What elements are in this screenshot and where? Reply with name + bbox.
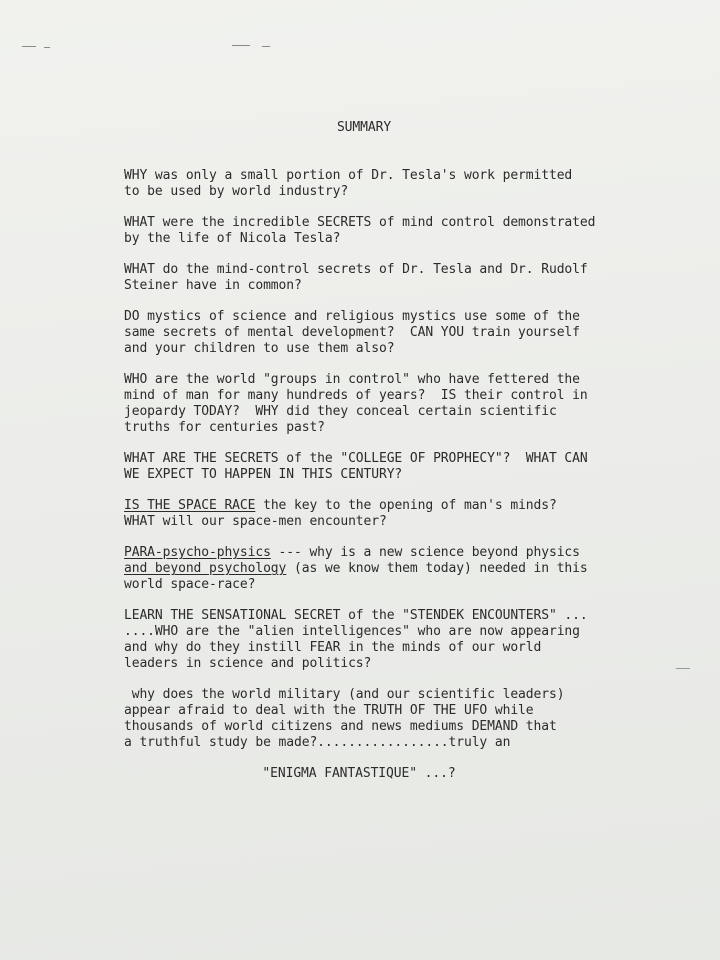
underlined-text: IS THE SPACE RACE — [124, 498, 256, 513]
text-line — [124, 404, 594, 420]
text-line — [124, 262, 594, 278]
text-segment: appear afraid to deal with the TRUTH OF THE UFO while — [124, 703, 534, 718]
text-line — [124, 231, 594, 247]
text-line — [124, 577, 594, 593]
summary-paragraph — [124, 545, 594, 593]
text-line — [124, 325, 594, 341]
text-line — [124, 372, 594, 388]
summary-paragraphs — [124, 168, 594, 751]
text-line — [124, 640, 594, 656]
text-line — [124, 467, 594, 483]
text-segment: truths for centuries past? — [124, 420, 325, 435]
text-segment: the key to the opening of man's minds? — [255, 498, 557, 513]
text-line — [124, 687, 594, 703]
margin-mark — [676, 668, 690, 669]
text-line — [124, 719, 594, 735]
summary-paragraph — [124, 608, 594, 672]
text-segment: and your children to use them also? — [124, 341, 395, 356]
underlined-text: PARA-psycho-physics — [124, 545, 271, 560]
text-line — [124, 278, 594, 294]
text-line — [124, 309, 594, 325]
text-line — [124, 735, 594, 751]
text-line — [124, 608, 594, 624]
text-segment: a truthful study be made?.................truly an — [124, 735, 511, 750]
text-line — [124, 420, 594, 436]
summary-paragraph — [124, 215, 594, 247]
text-segment: WHAT do the mind-control secrets of Dr. Tesla and Dr. Rudolf — [124, 262, 588, 277]
text-segment: thousands of world citizens and news mediums DEMAND that — [124, 719, 557, 734]
text-segment: leaders in science and politics? — [124, 656, 372, 671]
text-line — [124, 215, 594, 231]
text-segment: world space-race? — [124, 577, 256, 592]
text-segment: WHAT were the incredible SECRETS of mind control demonstrated — [124, 215, 596, 230]
text-segment: to be used by world industry? — [124, 184, 349, 199]
text-line — [124, 341, 594, 357]
summary-document — [124, 120, 594, 782]
text-line — [124, 498, 594, 514]
text-segment: ....WHO are the "alien intelligences" who are now appearing — [124, 624, 580, 639]
text-segment: --- why is a new science beyond physics — [270, 545, 580, 560]
text-segment: LEARN THE SENSATIONAL SECRET of the "STENDEK ENCOUNTERS" ... — [124, 608, 588, 623]
summary-paragraph — [124, 168, 594, 200]
closing-line: "ENIGMA FANTASTIQUE" ...? — [262, 766, 456, 781]
text-line — [124, 514, 594, 530]
text-segment: DO mystics of science and religious mystics use some of the — [124, 309, 580, 324]
text-segment: jeopardy TODAY? WHY did they conceal certain scientific — [124, 404, 557, 419]
text-line — [124, 184, 594, 200]
text-segment: WE EXPECT TO HAPPEN IN THIS CENTURY? — [124, 467, 403, 482]
summary-paragraph — [124, 262, 594, 294]
text-segment: Steiner have in common? — [124, 278, 302, 293]
text-segment: and why do they instill FEAR in the minds of our world — [124, 640, 542, 655]
text-segment: (as we know them today) needed in this — [286, 561, 588, 576]
summary-paragraph — [124, 687, 594, 751]
text-segment: why does the world military (and our scientific leaders) — [124, 687, 565, 702]
text-line — [124, 388, 594, 404]
paper-specks — [0, 40, 300, 54]
text-line — [124, 656, 594, 672]
text-line — [124, 451, 594, 467]
text-line — [124, 168, 594, 184]
text-segment: same secrets of mental development? CAN YOU train yourself — [124, 325, 580, 340]
text-segment: WHO are the world "groups in control" who have fettered the — [124, 372, 580, 387]
text-segment: mind of man for many hundreds of years? IS their control in — [124, 388, 588, 403]
text-line — [124, 624, 594, 640]
text-line — [124, 561, 594, 577]
summary-paragraph — [124, 451, 594, 483]
text-segment: WHAT ARE THE SECRETS of the "COLLEGE OF PROPHECY"? WHAT CAN — [124, 451, 588, 466]
summary-paragraph — [124, 498, 594, 530]
text-line — [124, 703, 594, 719]
text-segment: WHAT will our space-men encounter? — [124, 514, 387, 529]
page-title: SUMMARY — [336, 120, 392, 135]
summary-paragraph — [124, 372, 594, 436]
text-segment: by the life of Nicola Tesla? — [124, 231, 341, 246]
underlined-text: and beyond psychology — [124, 561, 287, 576]
text-line — [124, 545, 594, 561]
summary-paragraph — [124, 309, 594, 357]
text-segment: WHY was only a small portion of Dr. Tesla's work permitted — [124, 168, 573, 183]
